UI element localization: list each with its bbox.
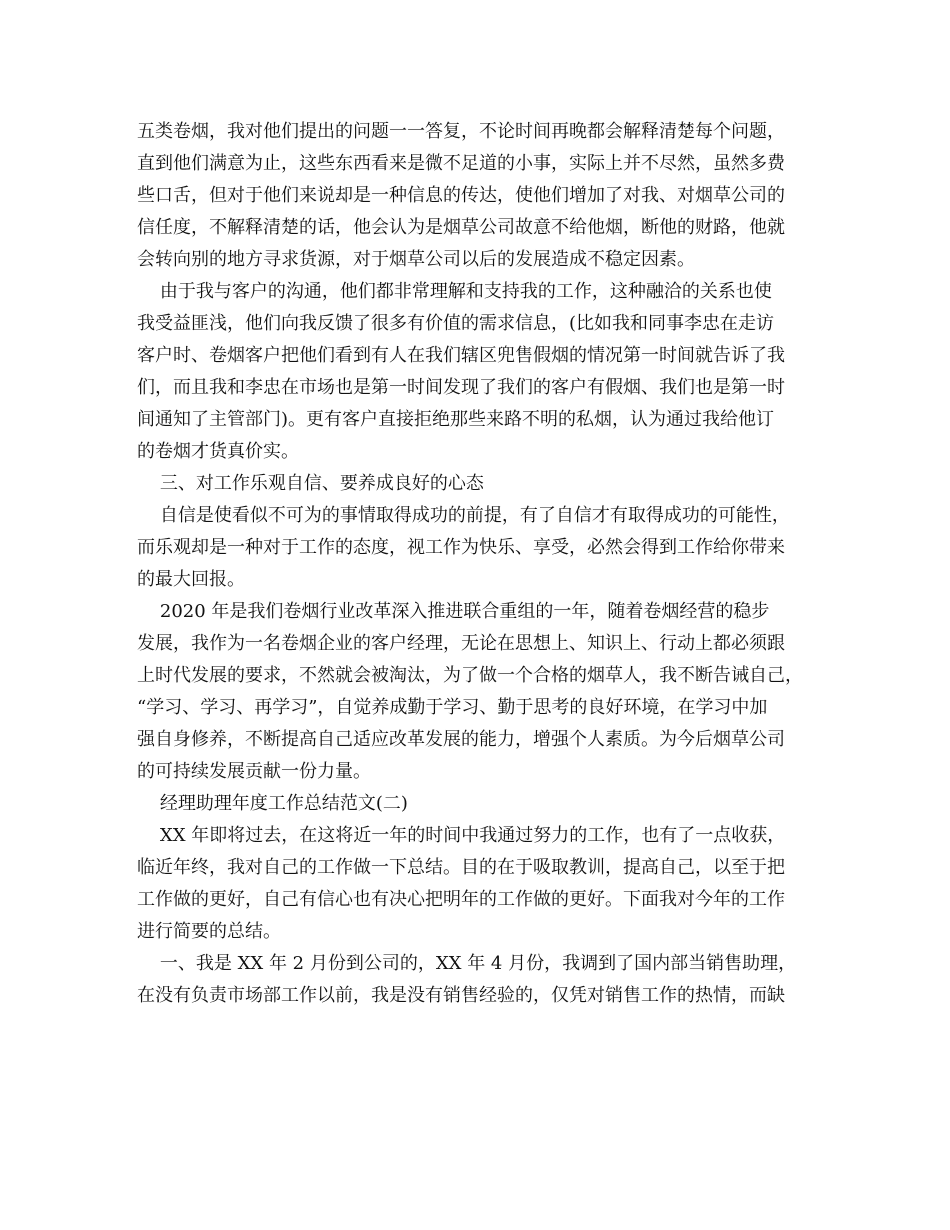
text-line: 强自身修养，不断提高自己适应改革发展的能力，增强个人素质。为今后烟草公司 (137, 729, 785, 750)
text-line: 我受益匪浅，他们向我反馈了很多有价值的需求信息，(比如我和同事李忠在走访 (137, 313, 775, 334)
text-line: XX 年即将过去，在这将近一年的时间中我通过努力的工作，也有了一点收获， (137, 825, 786, 846)
article-title: 经理助理年度工作总结范文(二) (137, 793, 408, 814)
text-line: 直到他们满意为止，这些东西看来是微不足道的小事，实际上并不尽然，虽然多费 (137, 153, 785, 174)
text-line: 的可持续发展贡献一份力量。 (137, 761, 371, 782)
text-line: 进行简要的总结。 (137, 921, 281, 942)
text-line: 由于我与客户的沟通，他们都非常理解和支持我的工作，这种融洽的关系也使 (137, 281, 772, 302)
text-line: 在没有负责市场部工作以前，我是没有销售经验的，仅凭对销售工作的热情，而缺 (137, 985, 785, 1006)
section-heading: 三、对工作乐观自信、要养成良好的心态 (137, 473, 484, 494)
text-line: 五类卷烟，我对他们提出的问题一一答复，不论时间再晚都会解释清楚每个问题， (137, 121, 785, 142)
text-line: 工作做的更好，自己有信心也有决心把明年的工作做的更好。下面我对今年的工作 (137, 889, 785, 910)
text-line: 会转向别的地方寻求货源，对于烟草公司以后的发展造成不稳定因素。 (137, 249, 695, 270)
text-line: “学习、学习、再学习”，自觉养成勤于学习、勤于思考的良好环境，在学习中加 (137, 697, 768, 718)
text-line: 信任度，不解释清楚的话，他会认为是烟草公司故意不给他烟，断他的财路，他就 (137, 217, 785, 238)
text-line: 客户时、卷烟客户把他们看到有人在我们辖区兜售假烟的情况第一时间就告诉了我 (137, 345, 785, 366)
text-line: 的最大回报。 (137, 569, 245, 590)
text-line: 发展，我作为一名卷烟企业的客户经理，无论在思想上、知识上、行动上都必须跟 (137, 633, 785, 654)
text-line: 间通知了主管部门)。更有客户直接拒绝那些来路不明的私烟，认为通过我给他订 (137, 409, 775, 430)
text-line: 们，而且我和李忠在市场也是第一时间发现了我们的客户有假烟、我们也是第一时 (137, 377, 785, 398)
text-line: 的卷烟才货真价实。 (137, 441, 299, 462)
text-line: 而乐观却是一种对于工作的态度，视工作为快乐、享受，必然会得到工作给你带来 (137, 537, 785, 558)
document-body (137, 116, 813, 1012)
text-line: 自信是使看似不可为的事情取得成功的前提，有了自信才有取得成功的可能性， (137, 505, 790, 526)
text-line: 上时代发展的要求，不然就会被淘汰，为了做一个合格的烟草人，我不断告诫自己， (137, 665, 803, 686)
text-line: 些口舌，但对于他们来说却是一种信息的传达，使他们增加了对我、对烟草公司的 (137, 185, 785, 206)
text-line: 2020 年是我们卷烟行业改革深入推进联合重组的一年，随着卷烟经营的稳步 (137, 601, 770, 622)
text-line: 临近年终，我对自己的工作做一下总结。目的在于吸取教训，提高自己，以至于把 (137, 857, 785, 878)
text-line: 一、我是 XX 年 2 月份到公司的，XX 年 4 月份，我调到了国内部当销售助理， (137, 953, 797, 974)
